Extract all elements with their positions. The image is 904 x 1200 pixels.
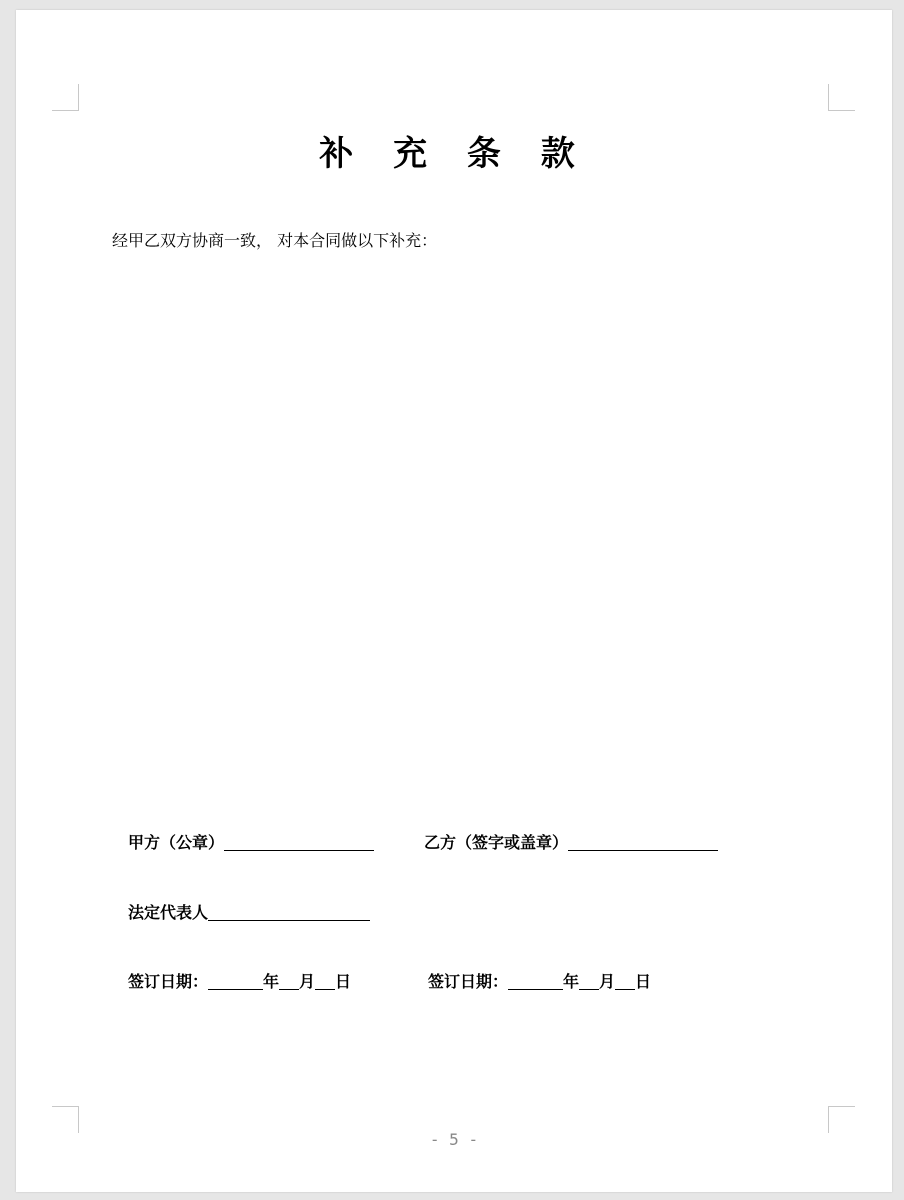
date-a-year-unit: 年 <box>263 972 280 991</box>
date-a-label: 签订日期： <box>128 972 209 991</box>
date-b-day-blank[interactable] <box>615 973 635 990</box>
party-b-signature-line <box>424 832 718 854</box>
date-a-month-unit: 月 <box>299 972 316 991</box>
crop-mark-bottom-left <box>52 1106 79 1133</box>
party-a-blank[interactable] <box>224 834 374 851</box>
date-a-month-blank[interactable] <box>279 973 299 990</box>
legal-rep-label: 法定代表人 <box>128 903 209 922</box>
date-b-day-unit: 日 <box>635 972 652 991</box>
legal-rep-signature-line <box>128 902 370 924</box>
party-b-date-line <box>428 971 651 993</box>
document-page <box>16 10 892 1192</box>
date-a-day-unit: 日 <box>335 972 352 991</box>
legal-rep-blank[interactable] <box>208 904 370 921</box>
page-number: - 5 - <box>429 1130 479 1149</box>
crop-mark-bottom-right <box>828 1106 855 1133</box>
intro-paragraph: 经甲乙双方协商一致， 对本合同做以下补充： <box>112 231 438 250</box>
date-a-day-blank[interactable] <box>315 973 335 990</box>
crop-mark-top-right <box>828 84 855 111</box>
date-b-year-blank[interactable] <box>508 973 563 990</box>
date-b-year-unit: 年 <box>563 972 580 991</box>
date-b-month-blank[interactable] <box>579 973 599 990</box>
party-b-blank[interactable] <box>568 834 718 851</box>
date-b-label: 签订日期： <box>428 972 509 991</box>
party-a-date-line <box>128 971 351 993</box>
date-b-month-unit: 月 <box>599 972 616 991</box>
crop-mark-top-left <box>52 84 79 111</box>
page-title: 补 充 条 款 <box>319 134 589 174</box>
date-a-year-blank[interactable] <box>208 973 263 990</box>
party-a-signature-line <box>128 832 374 854</box>
party-b-label: 乙方（签字或盖章） <box>424 833 569 852</box>
party-a-label: 甲方（公章） <box>128 833 225 852</box>
